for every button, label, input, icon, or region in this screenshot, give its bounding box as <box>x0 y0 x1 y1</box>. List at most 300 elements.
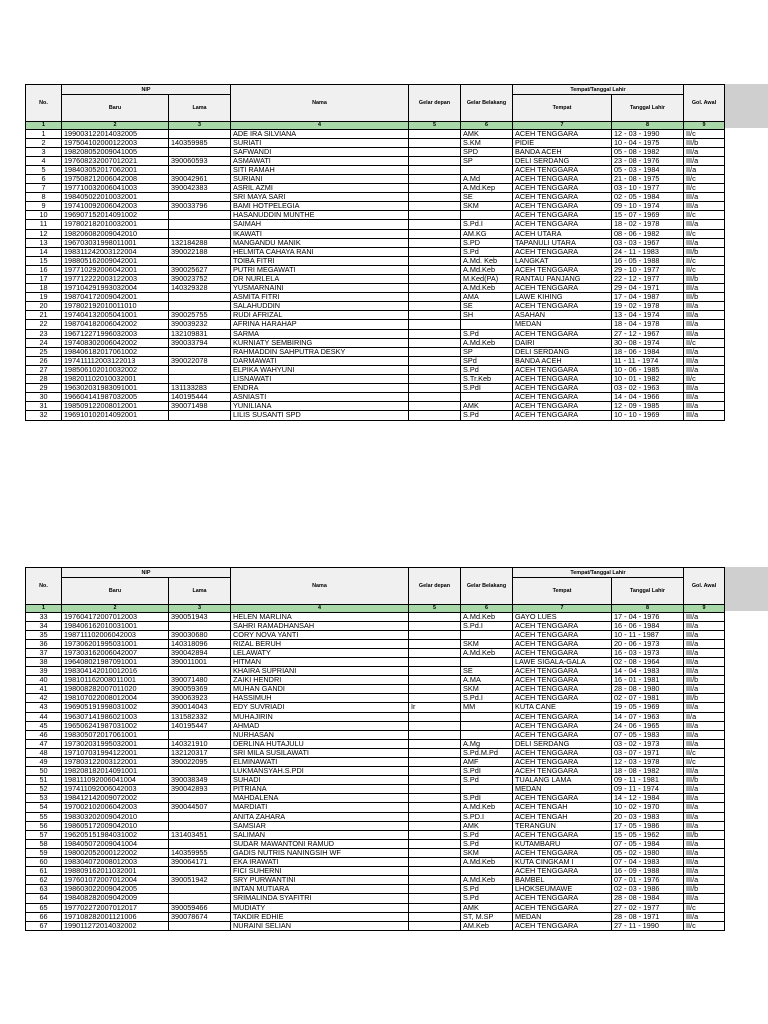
tanggal-lahir: 10 - 01 - 1982 <box>612 375 684 384</box>
nip-baru: 198201102010032001 <box>62 375 169 384</box>
column-number: 1 <box>26 122 62 130</box>
table-row <box>26 885 725 894</box>
nip-lama <box>169 730 231 739</box>
gelar-belakang: SP <box>461 347 513 356</box>
tempat-lahir: ACEH TENGGARA <box>513 848 612 857</box>
row-no: 10 <box>26 211 62 220</box>
nip-lama <box>169 667 231 676</box>
gelar-belakang: A.Md <box>461 174 513 183</box>
gelar-depan <box>409 639 461 648</box>
table-row <box>26 721 725 730</box>
row-no: 56 <box>26 821 62 830</box>
nip-lama: 390044507 <box>169 803 231 812</box>
table-row <box>26 293 725 302</box>
table-row <box>26 147 725 156</box>
nama: DR NURLELA <box>231 275 409 284</box>
nip-lama <box>169 821 231 830</box>
column-header-gelar-depan: Gelar depan <box>409 568 461 605</box>
row-no: 66 <box>26 912 62 921</box>
row-no: 41 <box>26 685 62 694</box>
table-row <box>26 730 725 739</box>
tanggal-lahir: 03 - 02 - 1963 <box>612 384 684 393</box>
gelar-depan <box>409 165 461 174</box>
nip-lama: 390038349 <box>169 776 231 785</box>
column-number: 6 <box>461 122 513 130</box>
gelar-depan <box>409 265 461 274</box>
tempat-lahir: ACEH TENGGARA <box>513 393 612 402</box>
nama: ASRIL AZMI <box>231 184 409 193</box>
nip-baru: 196905191998031002 <box>62 703 169 712</box>
nama: NURHASAN <box>231 730 409 739</box>
tempat-lahir: ACEH TENGGARA <box>513 402 612 411</box>
tempat-lahir: GAYO LUES <box>513 612 612 621</box>
gelar-belakang: SE <box>461 667 513 676</box>
gol-awal: III/a <box>684 393 725 402</box>
gelar-depan <box>409 411 461 420</box>
tempat-lahir: ACEH UTARA <box>513 229 612 238</box>
table-row <box>26 174 725 183</box>
column-number: 2 <box>62 122 169 130</box>
nip-lama <box>169 256 231 265</box>
gelar-belakang: A.Md.Keb <box>461 338 513 347</box>
column-header-tanggal-lahir: Tanggal Lahir <box>612 578 684 605</box>
gol-awal: III/a <box>684 202 725 211</box>
nip-baru: 198605172009042010 <box>62 821 169 830</box>
gelar-belakang: SKM <box>461 685 513 694</box>
nama: HELEN MARLINA <box>231 612 409 621</box>
gelar-depan <box>409 903 461 912</box>
tanggal-lahir: 03 - 10 - 1977 <box>612 184 684 193</box>
nip-lama <box>169 767 231 776</box>
gelar-depan <box>409 694 461 703</box>
gelar-depan <box>409 220 461 229</box>
table-row <box>26 839 725 848</box>
gol-awal: III/a <box>684 657 725 666</box>
gelar-belakang: S.Pd <box>461 839 513 848</box>
tanggal-lahir: 09 - 10 - 1974 <box>612 202 684 211</box>
gelar-belakang <box>461 867 513 876</box>
nip-lama: 390042383 <box>169 184 231 193</box>
tempat-lahir: MEDAN <box>513 785 612 794</box>
gelar-belakang: S.Pd <box>461 365 513 374</box>
gelar-belakang: AM.Keb <box>461 921 513 930</box>
nip-baru: 198101162008011001 <box>62 676 169 685</box>
gelar-depan <box>409 785 461 794</box>
nama: ENDRA <box>231 384 409 393</box>
gol-awal: III/a <box>684 667 725 676</box>
gelar-belakang: S.PD <box>461 238 513 247</box>
tanggal-lahir: 13 - 04 - 1974 <box>612 311 684 320</box>
gelar-depan <box>409 821 461 830</box>
tanggal-lahir: 22 - 12 - 1977 <box>612 275 684 284</box>
gelar-belakang: S.Pd.I <box>461 694 513 703</box>
nama: SAMSIAR <box>231 821 409 830</box>
tempat-lahir: ACEH TENGGARA <box>513 767 612 776</box>
row-no: 11 <box>26 220 62 229</box>
tanggal-lahir: 02 - 08 - 1964 <box>612 657 684 666</box>
nama: HASANUDDIN MUNTHE <box>231 211 409 220</box>
nip-lama <box>169 885 231 894</box>
table-row <box>26 220 725 229</box>
nip-baru: 198406162010031001 <box>62 621 169 630</box>
tempat-lahir: ACEH TENGGARA <box>513 165 612 174</box>
nama: SRY PURWANTINI <box>231 876 409 885</box>
gelar-belakang: S.Pd.M.Pd <box>461 748 513 757</box>
nip-lama: 132120317 <box>169 748 231 757</box>
nama: MARDIATI <box>231 803 409 812</box>
tanggal-lahir: 29 - 10 - 1977 <box>612 265 684 274</box>
tempat-lahir: ACEH TENGGARA <box>513 184 612 193</box>
column-header-gelar-belakang: Gelar Belakang <box>461 568 513 605</box>
gol-awal: III/a <box>684 238 725 247</box>
table-row <box>26 229 725 238</box>
table-row <box>26 848 725 857</box>
column-header-tempat: Tempat <box>513 95 612 122</box>
nip-baru: 196205151984031002 <box>62 830 169 839</box>
table-row <box>26 785 725 794</box>
gol-awal: III/a <box>684 739 725 748</box>
table-row <box>26 156 725 165</box>
tanggal-lahir: 17 - 05 - 1986 <box>612 821 684 830</box>
table-row <box>26 165 725 174</box>
tempat-lahir: DELI SERDANG <box>513 347 612 356</box>
tanggal-lahir: 07 - 05 - 1983 <box>612 730 684 739</box>
tanggal-lahir: 10 - 02 - 1970 <box>612 803 684 812</box>
gelar-depan <box>409 921 461 930</box>
tanggal-lahir: 02 - 05 - 1984 <box>612 193 684 202</box>
table-row <box>26 803 725 812</box>
tanggal-lahir: 29 - 04 - 1971 <box>612 284 684 293</box>
gelar-depan <box>409 247 461 256</box>
row-no: 17 <box>26 275 62 284</box>
gelar-depan <box>409 338 461 347</box>
gol-awal: II/c <box>684 903 725 912</box>
gelar-belakang <box>461 721 513 730</box>
nama: ADE IRA SILVIANA <box>231 129 409 138</box>
column-number: 8 <box>612 605 684 613</box>
column-header-nip-lama: Lama <box>169 95 231 122</box>
nama: SUDAR MAWANTONI RAMUD <box>231 839 409 848</box>
nama: GADIS NUTRIS NANINGSIH WF <box>231 848 409 857</box>
tempat-lahir: ACEH TENGGARA <box>513 174 612 183</box>
gol-awal: III/a <box>684 876 725 885</box>
tempat-lahir: ACEH TENGGARA <box>513 903 612 912</box>
gelar-depan <box>409 347 461 356</box>
nama: ASMAWATI <box>231 156 409 165</box>
gelar-depan <box>409 302 461 311</box>
gelar-belakang: S.PdI <box>461 384 513 393</box>
nama: MUHAN GANDI <box>231 685 409 694</box>
nama: ELMINAWATI <box>231 758 409 767</box>
nip-baru: 198304142010012016 <box>62 667 169 676</box>
nip-baru: 199011272014032002 <box>62 921 169 930</box>
row-no: 62 <box>26 876 62 885</box>
nip-baru: 197108282001121006 <box>62 912 169 921</box>
nip-baru: 198111092006041004 <box>62 776 169 785</box>
nama: INTAN MUTIARA <box>231 885 409 894</box>
row-no: 44 <box>26 712 62 721</box>
tanggal-lahir: 02 - 07 - 1981 <box>612 694 684 703</box>
tanggal-lahir: 27 - 12 - 1967 <box>612 329 684 338</box>
nama: TAKDIR EDHIE <box>231 912 409 921</box>
gol-awal: III/b <box>684 830 725 839</box>
tanggal-lahir: 02 - 03 - 1986 <box>612 885 684 894</box>
sheet-side-tab <box>724 567 768 611</box>
nip-lama <box>169 839 231 848</box>
gelar-depan <box>409 912 461 921</box>
nip-lama <box>169 165 231 174</box>
table-row <box>26 903 725 912</box>
column-header-gol-awal: Gol. Awal <box>684 85 725 122</box>
gelar-depan <box>409 229 461 238</box>
nama: SITI RAMAH <box>231 165 409 174</box>
table-row <box>26 302 725 311</box>
tempat-lahir: ACEH TENGGARA <box>513 375 612 384</box>
row-no: 47 <box>26 739 62 748</box>
nama: ASMITA FITRI <box>231 293 409 302</box>
row-no: 18 <box>26 284 62 293</box>
nip-lama <box>169 894 231 903</box>
tempat-lahir: ACEH TENGGARA <box>513 794 612 803</box>
column-number: 4 <box>231 605 409 613</box>
nip-lama <box>169 293 231 302</box>
tempat-lahir: ACEH TENGGARA <box>513 676 612 685</box>
gelar-belakang: A.MA <box>461 676 513 685</box>
tanggal-lahir: 30 - 08 - 1974 <box>612 338 684 347</box>
gol-awal: III/a <box>684 156 725 165</box>
row-no: 27 <box>26 365 62 374</box>
nip-baru: 198412142009072002 <box>62 794 169 803</box>
row-no: 37 <box>26 648 62 657</box>
tanggal-lahir: 18 - 02 - 1978 <box>612 220 684 229</box>
nip-lama: 131133283 <box>169 384 231 393</box>
nip-baru: 198405072009041004 <box>62 839 169 848</box>
gol-awal: III/a <box>684 721 725 730</box>
row-no: 48 <box>26 748 62 757</box>
column-number: 5 <box>409 605 461 613</box>
gelar-belakang: AMA <box>461 293 513 302</box>
gelar-depan <box>409 730 461 739</box>
nama: MUHAJIRIN <box>231 712 409 721</box>
gelar-depan <box>409 147 461 156</box>
tanggal-lahir: 23 - 08 - 1976 <box>612 156 684 165</box>
table-row <box>26 894 725 903</box>
gol-awal: II/c <box>684 338 725 347</box>
tempat-lahir: ACEH TENGGARA <box>513 284 612 293</box>
gelar-belakang: A.Md.Keb <box>461 858 513 867</box>
gol-awal: II/c <box>684 748 725 757</box>
table-row <box>26 694 725 703</box>
table-row <box>26 329 725 338</box>
nip-baru: 198506102010032002 <box>62 365 169 374</box>
nip-baru: 196712271996032003 <box>62 329 169 338</box>
tempat-lahir: ACEH TENGAH <box>513 803 612 812</box>
row-no: 32 <box>26 411 62 420</box>
nip-lama: 140195447 <box>169 721 231 730</box>
tanggal-lahir: 03 - 03 - 1967 <box>612 238 684 247</box>
nip-lama <box>169 411 231 420</box>
tempat-lahir: ACEH TENGGARA <box>513 630 612 639</box>
nip-lama <box>169 129 231 138</box>
table-row <box>26 794 725 803</box>
nip-baru: 198002052000122002 <box>62 848 169 857</box>
tanggal-lahir: 14 - 04 - 1983 <box>612 667 684 676</box>
tempat-lahir: MEDAN <box>513 320 612 329</box>
tanggal-lahir: 08 - 06 - 1982 <box>612 229 684 238</box>
gelar-belakang <box>461 165 513 174</box>
gelar-depan <box>409 858 461 867</box>
nama: AFRINA HARAHAP <box>231 320 409 329</box>
nama: MAHDALENA <box>231 794 409 803</box>
tempat-lahir: ACEH TENGGARA <box>513 220 612 229</box>
tanggal-lahir: 28 - 08 - 1980 <box>612 685 684 694</box>
nip-baru: 197710292006042001 <box>62 265 169 274</box>
tempat-lahir: KUTA CINGKAM I <box>513 858 612 867</box>
gelar-belakang: A.Md.Keb <box>461 284 513 293</box>
gelar-depan <box>409 876 461 885</box>
nip-baru: 196506241987031002 <box>62 721 169 730</box>
gelar-depan <box>409 676 461 685</box>
gol-awal: II/a <box>684 712 725 721</box>
nip-baru: 196910102014092001 <box>62 411 169 420</box>
nip-baru: 196408021987091001 <box>62 657 169 666</box>
gelar-belakang <box>461 393 513 402</box>
tempat-lahir: ACEH TENGGARA <box>513 639 612 648</box>
table-row <box>26 256 725 265</box>
nip-lama <box>169 347 231 356</box>
gelar-belakang: SPd <box>461 356 513 365</box>
nama: BAMI HOTPELEGIA <box>231 202 409 211</box>
nip-baru: 198809162011032001 <box>62 867 169 876</box>
tempat-lahir: ACEH TENGGARA <box>513 329 612 338</box>
tempat-lahir: ACEH TENGGARA <box>513 202 612 211</box>
nip-lama <box>169 220 231 229</box>
nip-baru: 197002102006042003 <box>62 803 169 812</box>
nip-baru: 197504102000122003 <box>62 138 169 147</box>
tanggal-lahir: 10 - 06 - 1985 <box>612 365 684 374</box>
tanggal-lahir: 18 - 04 - 1978 <box>612 320 684 329</box>
nip-lama <box>169 375 231 384</box>
nama: SURIANI <box>231 174 409 183</box>
nama: RUDI AFRIZAL <box>231 311 409 320</box>
tempat-lahir: DELI SERDANG <box>513 156 612 165</box>
tempat-lahir: ACEH TENGGARA <box>513 384 612 393</box>
gelar-depan <box>409 211 461 220</box>
tanggal-lahir: 18 - 08 - 1982 <box>612 767 684 776</box>
row-no: 21 <box>26 311 62 320</box>
row-no: 31 <box>26 402 62 411</box>
table-row <box>26 712 725 721</box>
nama: ELPIKA WAHYUNI <box>231 365 409 374</box>
nip-baru: 198704182006042002 <box>62 320 169 329</box>
column-number: 8 <box>612 122 684 130</box>
tempat-lahir: ACEH TENGGARA <box>513 730 612 739</box>
gelar-belakang: SKM <box>461 848 513 857</box>
nama: PUTRI MEGAWATI <box>231 265 409 274</box>
gelar-belakang: S.Pd.I <box>461 621 513 630</box>
nama: TOIBA FITRI <box>231 256 409 265</box>
column-number: 9 <box>684 122 725 130</box>
nip-lama <box>169 867 231 876</box>
nama: YUNILIANA <box>231 402 409 411</box>
nip-lama: 390022188 <box>169 247 231 256</box>
tanggal-lahir: 19 - 02 - 1978 <box>612 302 684 311</box>
nip-lama: 390071480 <box>169 676 231 685</box>
gelar-belakang: A.Md.Keb <box>461 648 513 657</box>
gol-awal: III/a <box>684 803 725 812</box>
gelar-depan <box>409 794 461 803</box>
column-number: 9 <box>684 605 725 613</box>
gol-awal: III/a <box>684 311 725 320</box>
nama: HELMITA CAHAYA RANI <box>231 247 409 256</box>
column-number: 1 <box>26 605 62 613</box>
column-header-nip-baru: Baru <box>62 95 169 122</box>
gelar-belakang: SP <box>461 156 513 165</box>
gol-awal: III/b <box>684 694 725 703</box>
tanggal-lahir: 10 - 11 - 1987 <box>612 630 684 639</box>
gelar-belakang: SKM <box>461 639 513 648</box>
gelar-depan <box>409 685 461 694</box>
table-row <box>26 748 725 757</box>
row-no: 61 <box>26 867 62 876</box>
tanggal-lahir: 16 - 05 - 1988 <box>612 256 684 265</box>
column-header-no: No. <box>26 568 62 605</box>
gol-awal: III/a <box>684 785 725 794</box>
gelar-belakang <box>461 211 513 220</box>
gelar-depan <box>409 648 461 657</box>
tempat-lahir: ACEH TENGGARA <box>513 758 612 767</box>
nip-baru: 197302031995032001 <box>62 739 169 748</box>
nip-lama: 390063923 <box>169 694 231 703</box>
nip-lama <box>169 147 231 156</box>
gelar-belakang: A.Md. Keb <box>461 256 513 265</box>
tempat-lahir: LAWE KIHING <box>513 293 612 302</box>
column-header-tanggal-lahir: Tanggal Lahir <box>612 95 684 122</box>
nip-baru: 198408282009042009 <box>62 894 169 903</box>
row-no: 6 <box>26 174 62 183</box>
nama: AHMAD <box>231 721 409 730</box>
nama: KURNIATY SEMBIRING <box>231 338 409 347</box>
row-no: 57 <box>26 830 62 839</box>
table-row <box>26 767 725 776</box>
nip-lama: 390071498 <box>169 402 231 411</box>
gelar-belakang: A.Md.Kep <box>461 184 513 193</box>
gelar-depan <box>409 174 461 183</box>
gelar-depan <box>409 129 461 138</box>
row-no: 53 <box>26 794 62 803</box>
row-no: 60 <box>26 858 62 867</box>
gol-awal: II/c <box>684 184 725 193</box>
row-no: 40 <box>26 676 62 685</box>
employee-table <box>25 84 725 421</box>
gol-awal: III/a <box>684 284 725 293</box>
nip-baru: 198406182017061002 <box>62 347 169 356</box>
row-no: 16 <box>26 265 62 274</box>
column-header-tempat-tanggal-lahir: Tempat/Tanggal Lahir <box>513 85 684 95</box>
gelar-belakang: SKM <box>461 202 513 211</box>
tempat-lahir: ACEH TENGGARA <box>513 830 612 839</box>
nip-lama: 390078674 <box>169 912 231 921</box>
gelar-depan <box>409 184 461 193</box>
table-row <box>26 648 725 657</box>
tanggal-lahir: 20 - 06 - 1973 <box>612 639 684 648</box>
gelar-depan <box>409 758 461 767</box>
nip-lama <box>169 794 231 803</box>
gelar-belakang: S.Pd <box>461 411 513 420</box>
gol-awal: II/c <box>684 375 725 384</box>
nip-lama: 390064171 <box>169 858 231 867</box>
gol-awal: III/b <box>684 885 725 894</box>
